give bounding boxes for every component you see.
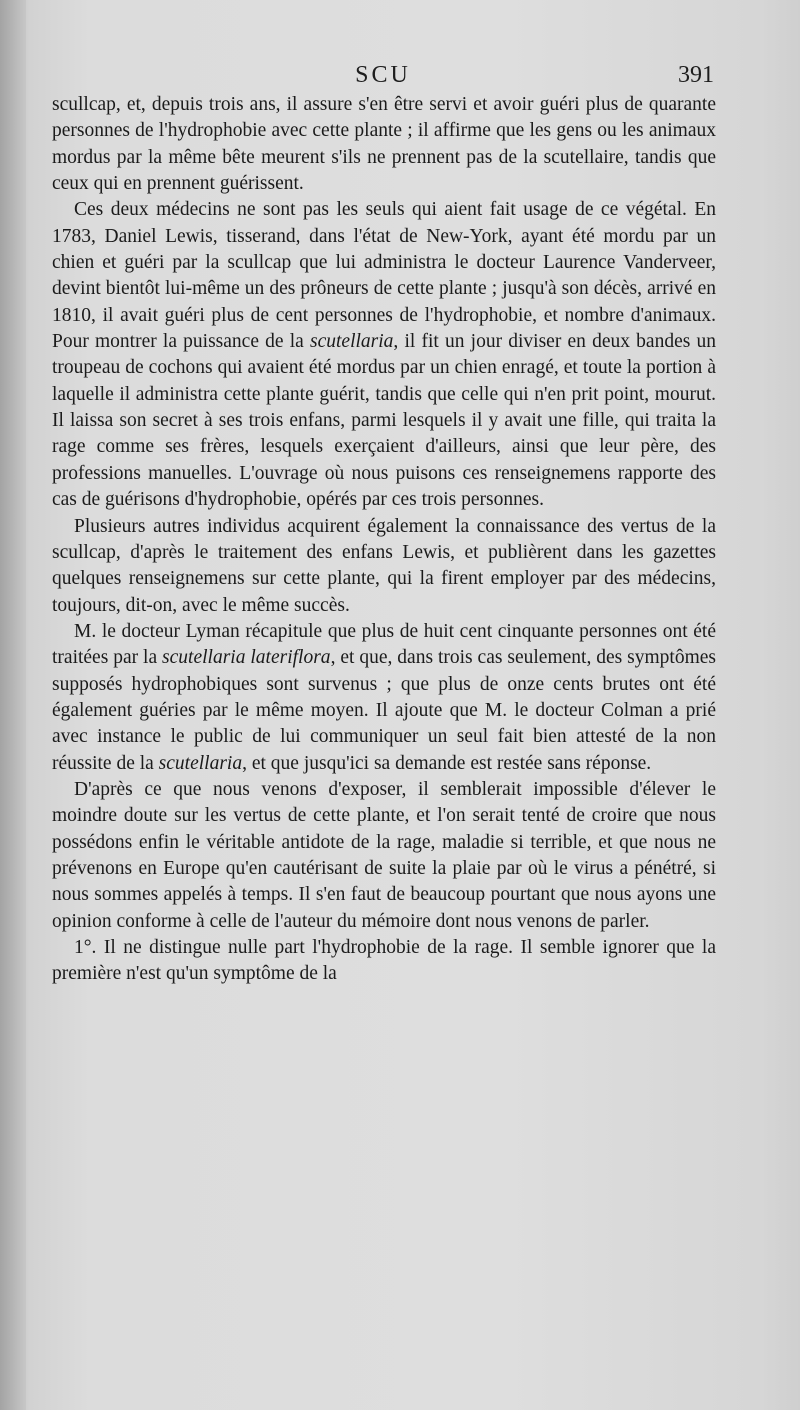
paragraph [52,777,716,935]
text-run: , il fit un jour diviser en deux bandes un troupeau de cochons qui avaient été mordus par un chien enragé, et toute la portion à laquelle il administra cette plante guérit, tandis que celle qui n'en prit point, mourut. Il laissa son secret à ses trois enfans, parmi lesquels il y avait une fille, qui traita la rage comme ses frères, lesquels exerçaient d'ailleurs, ainsi que leur père, des professions manuelles. L'ouvrage où nous puisons ces renseignemens rapporte des cas de guérisons d'hydrophobie, opérés par ces trois personnes. [52,331,716,511]
italic-term: scutellaria [158,752,243,774]
paragraph [52,619,716,777]
page-gutter-shadow [0,0,26,1410]
italic-term: scutellaria [310,331,394,353]
page-header [52,62,714,92]
body-text [52,92,716,988]
page-number: 391 [678,62,714,88]
text-run: Ces deux médecins ne sont pas les seuls qui aient fait usage de ce végétal. En 1783, Daniel Lewis, tisserand, dans l'état de New-York, ayant été mordu par un chien et guéri par la scullcap que lui administra le docteur Laurence Vanderveer, devint bientôt lui-même un des prôneurs de cette plante ; jusqu'à son décès, arrivé en 1810, il avait guéri plus de cent personnes de l'hydrophobie, et nombre d'animaux. Pour montrer la puissance de la [52,199,716,353]
paragraph [52,935,716,988]
text-run: 1°. Il ne distingue nulle part l'hydrophobie de la rage. Il semble ignorer que la première n'est qu'un symptôme de la [52,937,716,985]
text-run: D'après ce que nous venons d'exposer, il semblerait impossible d'élever le moindre doute sur les vertus de cette plante, et l'on serait tenté de croire que nous possédons enfin le véritable antidote de la rage, maladie si terrible, et que nous ne prévenons en Europe qu'en cautérisant de suite la plaie par où le virus a pénétré, si nous sommes appelés à temps. Il s'en faut de beaucoup pourtant que nous ayons une opinion conforme à celle de l'auteur du mémoire dont nous venons de parler. [52,778,716,932]
paragraph [52,197,716,513]
text-run: M. le docteur Lyman récapitule que plus de huit cent cinquante personnes ont été traitées par la [52,620,716,669]
text-run: , et que jusqu'ici sa demande est restée sans réponse. [242,752,652,774]
paragraph [52,92,716,197]
text-run: scullcap, et, depuis trois ans, il assure s'en être servi et avoir guéri plus de quarante personnes de l'hydrophobie avec cette plante ; il affirme que les gens ou les animaux mordus par la même bête meurent s'ils ne prennent pas de la scutellaire, tandis que ceux qui en prennent guérissent. [52,94,716,195]
paragraph [52,514,716,619]
text-run: , et que, dans trois cas seulement, des symptômes supposés hydrophobiques sont survenus ; que plus de onze cents brutes ont été également guéries par le même moyen. Il ajoute que M. le docteur Colman a prié avec instance le public de lui communiquer un seul fait bien attesté de la non réussite de la [52,647,716,774]
text-run: Plusieurs autres individus acquirent également la connaissance des vertus de la scullcap, d'après le traitement des enfans Lewis, et publièrent dans les gazettes quelques renseignemens sur cette plante, qui la firent employer par des médecins, toujours, dit-on, avec le même succès. [52,515,716,616]
running-head: SCU [355,62,411,88]
italic-term: scutellaria lateriflora [162,647,331,669]
